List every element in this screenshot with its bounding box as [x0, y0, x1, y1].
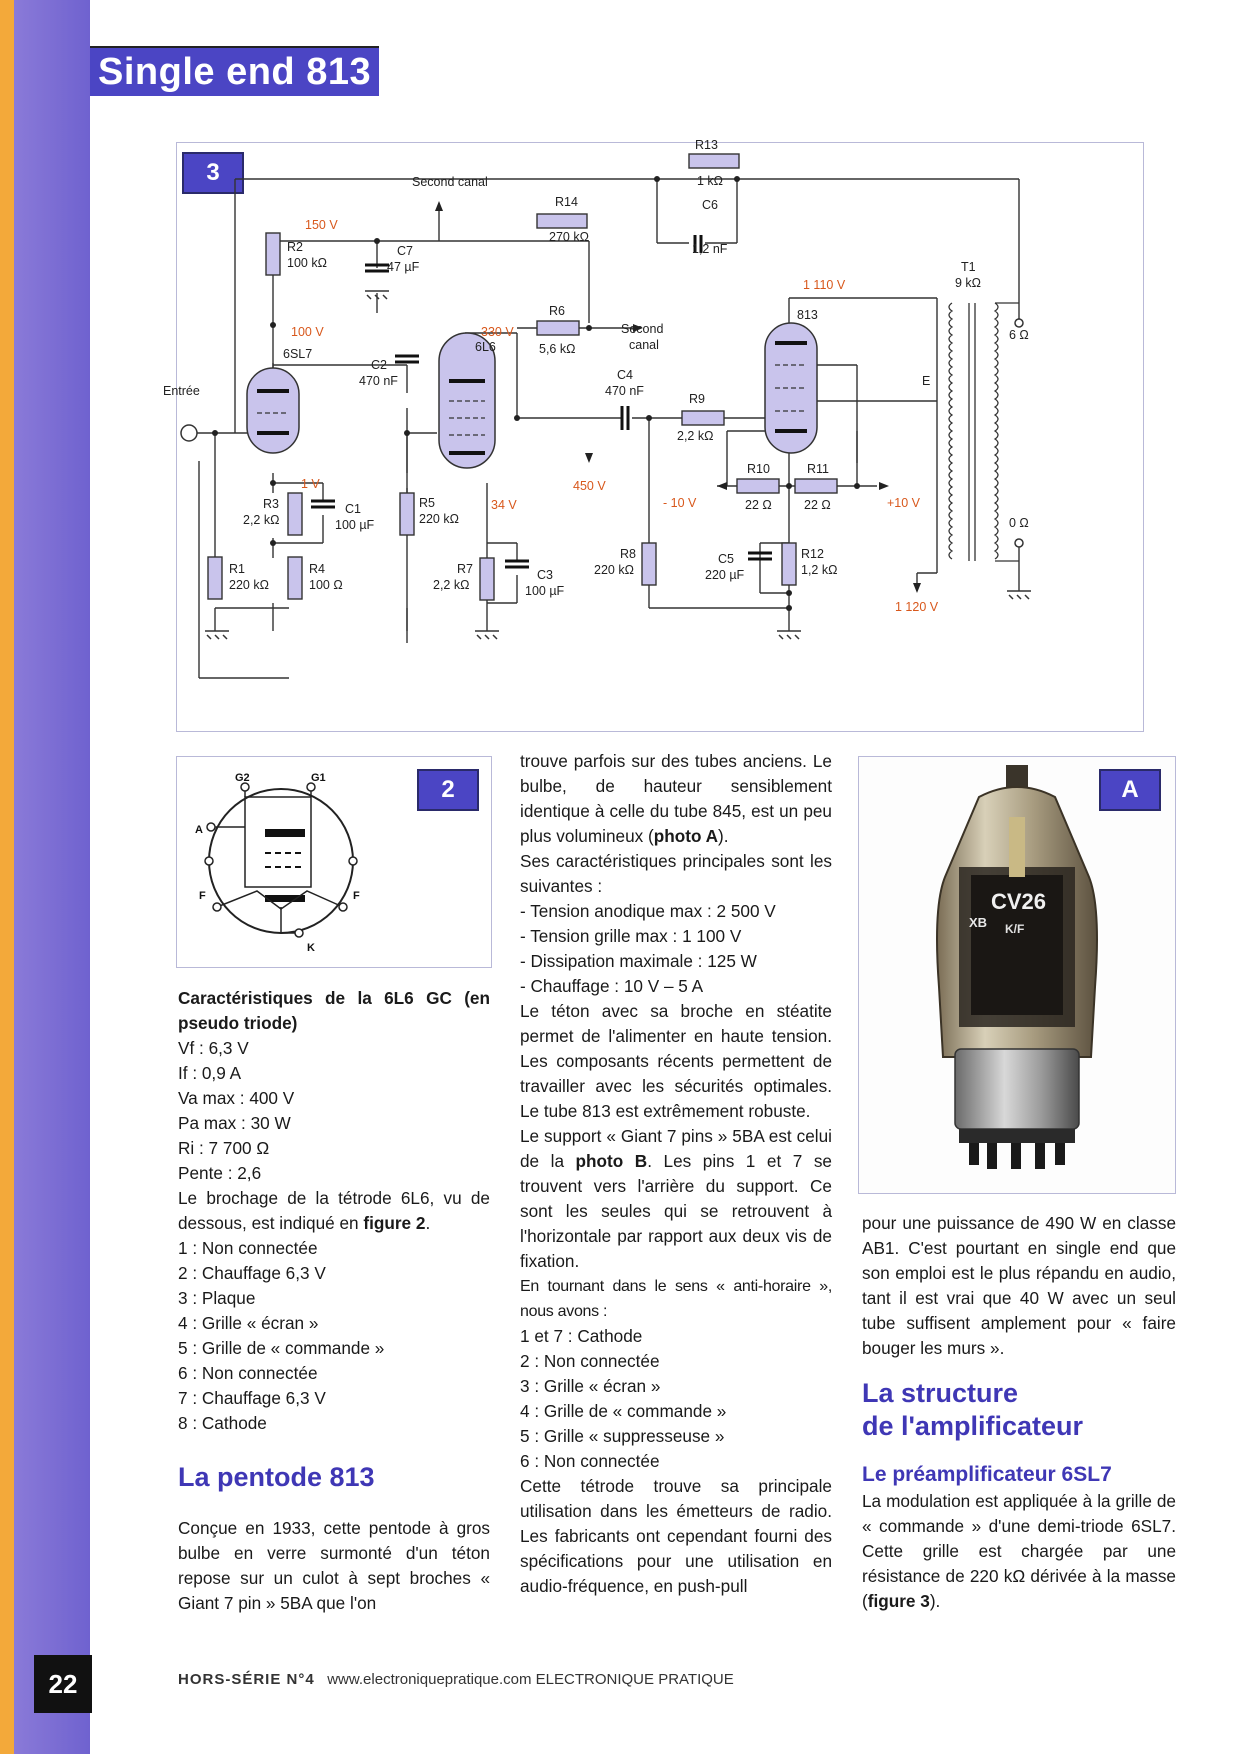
label-c7-value: 47 µF — [387, 260, 420, 274]
pin-line: 5 : Grille « suppresseuse » — [520, 1426, 725, 1446]
figure-2-pinout — [176, 756, 492, 968]
section-title-structure: La structure de l'amplificateur — [862, 1378, 1083, 1441]
figure-2-badge: 2 — [417, 769, 479, 811]
label-330v: 330 V — [481, 325, 514, 339]
col2-paragraph-2: Ses caractéristiques principales sont les suivantes : — [520, 851, 832, 896]
label-r9: R9 — [689, 392, 705, 406]
photo-a-tube-813 — [858, 756, 1176, 1194]
pin-line: 2 : Chauffage 6,3 V — [178, 1263, 326, 1283]
pin-line: 4 : Grille de « commande » — [520, 1401, 727, 1421]
spec-line: If : 0,9 A — [178, 1063, 242, 1083]
label-c6-value: 1,2 nF — [692, 242, 728, 256]
label-34v: 34 V — [491, 498, 517, 512]
spec-line: Ri : 7 700 Ω — [178, 1138, 270, 1158]
label-1v: 1 V — [301, 477, 320, 491]
label-tube-813: 813 — [797, 308, 818, 322]
label-c3-value: 100 µF — [525, 584, 565, 598]
resistor-r5 — [400, 493, 414, 535]
pin-line: 1 : Non connectée — [178, 1238, 318, 1258]
label-second-canal-top: Second canal — [412, 175, 488, 189]
tube-photo-illustration — [859, 757, 1175, 1193]
spec-line: Vf : 6,3 V — [178, 1038, 249, 1058]
figure-3-schematic — [163, 138, 1144, 732]
label-c1-value: 100 µF — [335, 518, 375, 532]
subsection-title-6sl7: Le préamplificateur 6SL7 — [862, 1463, 1112, 1486]
section-title-pentode-813: La pentode 813 — [178, 1462, 375, 1492]
label-r7-value: 2,2 kΩ — [433, 578, 470, 592]
spec-line: Va max : 400 V — [178, 1088, 295, 1108]
label-second-canal-r1: Second — [621, 322, 664, 336]
label-second-canal-r2: canal — [629, 338, 659, 352]
pin-line: 8 : Cathode — [178, 1413, 267, 1433]
label-r2-value: 100 kΩ — [287, 256, 327, 270]
col3-paragraph-2: La modulation est appliquée à la grille de « commande » d'une demi-triode 6SL7. Cette grille est chargée par une résistance de 220 kΩ dérivée à la masse (figure 3). — [862, 1491, 1176, 1611]
label-c2-value: 470 nF — [359, 374, 398, 388]
pin-line: 3 : Grille « écran » — [520, 1376, 661, 1396]
resistor-r7 — [480, 558, 494, 600]
label-r6: R6 — [549, 304, 565, 318]
label-r5: R5 — [419, 496, 435, 510]
label-r1-value: 220 kΩ — [229, 578, 269, 592]
label-r7: R7 — [457, 562, 473, 576]
label-r14-value: 270 kΩ — [549, 230, 589, 244]
spec-line: - Tension grille max : 1 100 V — [520, 926, 742, 946]
page-number: 22 — [34, 1655, 92, 1713]
schematic-diagram — [163, 138, 1143, 731]
label-r3: R3 — [263, 497, 279, 511]
label-r11: R11 — [807, 462, 830, 476]
pinout-diagram — [177, 757, 491, 967]
spec-line: - Tension anodique max : 2 500 V — [520, 901, 776, 921]
label-r3-value: 2,2 kΩ — [243, 513, 280, 527]
resistor-r9 — [682, 411, 724, 425]
footer-magazine: ELECTRONIQUE PRATIQUE — [535, 1671, 734, 1688]
pin-line: 6 : Non connectée — [178, 1363, 318, 1383]
spec-line: - Dissipation maximale : 125 W — [520, 951, 757, 971]
resistor-r10 — [737, 479, 779, 493]
resistor-r2 — [266, 233, 280, 275]
page-footer — [178, 1671, 734, 1688]
label-r4-value: 100 Ω — [309, 578, 343, 592]
photo-a-badge: A — [1099, 769, 1161, 811]
pin-label-g2: G2 — [235, 772, 250, 784]
label-r10-value: 22 Ω — [745, 498, 772, 512]
resistor-r1 — [208, 557, 222, 599]
brochage-paragraph: Le brochage de la tétrode 6L6, vu de dessous, est indiqué en figure 2. — [178, 1188, 490, 1233]
terminal-6ohm-icon — [1015, 319, 1023, 327]
pin-label-f-left: F — [199, 890, 206, 902]
label-entree: Entrée — [163, 384, 200, 398]
spec-line: Pente : 2,6 — [178, 1163, 262, 1183]
label-r14: R14 — [555, 195, 578, 209]
resistor-r14 — [537, 214, 587, 228]
label-0-ohm: 0 Ω — [1009, 516, 1029, 530]
resistor-r6 — [537, 321, 579, 335]
pin-line: 5 : Grille de « commande » — [178, 1338, 385, 1358]
footer-url[interactable]: www.electroniquepratique.com — [327, 1671, 532, 1688]
label-e: E — [922, 374, 931, 388]
col2-paragraph-1: trouve parfois sur des tubes anciens. Le bulbe, de hauteur sensiblement identique à celle du tube 845, est un peu plus volumineux (photo A). — [520, 751, 832, 846]
spec-line: - Chauffage : 10 V – 5 A — [520, 976, 704, 996]
label-r10: R10 — [747, 462, 770, 476]
label-r5-value: 220 kΩ — [419, 512, 459, 526]
resistor-r11 — [795, 479, 837, 493]
page-title: Single end 813 — [90, 46, 379, 96]
label-6-ohm: 6 Ω — [1009, 328, 1029, 342]
label-t1: T1 — [961, 260, 976, 274]
pin-label-a: A — [195, 824, 203, 836]
pentode-paragraph: Conçue en 1933, cette pentode à gros bulbe en verre surmonté d'un téton repose sur un culot à sept broches « Giant 7 pin » 5BA que l'on — [178, 1518, 490, 1613]
pin-line: 3 : Plaque — [178, 1288, 256, 1308]
label-tube-6sl7: 6SL7 — [283, 347, 313, 361]
tube-marking-xb: XB — [969, 915, 988, 930]
label-minus-10v: - 10 V — [663, 496, 697, 510]
pin-line: 7 : Chauffage 6,3 V — [178, 1388, 326, 1408]
left-color-band — [0, 0, 90, 1754]
tube-marking-cv26: CV26 — [991, 889, 1047, 914]
pin-label-f-right: F — [353, 890, 360, 902]
label-r9-value: 2,2 kΩ — [677, 429, 714, 443]
col2-paragraph-3: Le téton avec sa broche en stéatite permet de l'alimenter en haute tension. Les composants récents permettent de travailler avec les sécurités optimales. Le tube 813 est extrêmement robuste. — [520, 1001, 832, 1121]
resistor-r8 — [642, 543, 656, 585]
label-r11-value: 22 Ω — [804, 498, 831, 512]
resistor-r12 — [782, 543, 796, 585]
tube-marking-kf: K/F — [1005, 922, 1025, 936]
label-r12-value: 1,2 kΩ — [801, 563, 838, 577]
pin-line: 6 : Non connectée — [520, 1451, 660, 1471]
label-r2: R2 — [287, 240, 303, 254]
specs-heading: Caractéristiques de la 6L6 GC (en pseudo triode) — [178, 988, 490, 1033]
col3-paragraph-1: pour une puissance de 490 W en classe AB1. C'est pourtant en single end que son emploi est le plus répandu en audio, tant il est vrai que 40 W avec un seul tube suffisent amplement pour « faire bouger les murs ». — [862, 1213, 1176, 1358]
column-3 — [862, 1211, 1176, 1614]
label-1110v: 1 110 V — [803, 278, 846, 292]
column-2 — [520, 749, 832, 1599]
label-c2: C2 — [371, 358, 387, 372]
label-100v: 100 V — [291, 325, 324, 339]
label-c6: C6 — [702, 198, 718, 212]
column-1 — [178, 986, 490, 1616]
pin-line: 1 et 7 : Cathode — [520, 1326, 643, 1346]
pin-line: 2 : Non connectée — [520, 1351, 660, 1371]
terminal-0ohm-icon — [1015, 539, 1023, 547]
label-tube-6l6: 6L6 — [475, 340, 496, 354]
label-c1: C1 — [345, 502, 361, 516]
col2-paragraph-5: En tournant dans le sens « anti-horaire », nous avons : — [520, 1278, 832, 1320]
tube-6sl7 — [247, 368, 299, 453]
label-r4: R4 — [309, 562, 325, 576]
label-plus-10v: +10 V — [887, 496, 921, 510]
spec-line: Pa max : 30 W — [178, 1113, 291, 1133]
label-150v: 150 V — [305, 218, 338, 232]
label-c5: C5 — [718, 552, 734, 566]
col2-paragraph-6: Cette tétrode trouve sa principale utilisation dans les émetteurs de radio. Les fabricants ont cependant fourni des spécifications pour une utilisation en audio-fréquence, en push-pull — [520, 1476, 832, 1596]
label-c3: C3 — [537, 568, 553, 582]
label-r13-value: 1 kΩ — [697, 174, 724, 188]
resistor-r3 — [288, 493, 302, 535]
resistor-r13 — [689, 154, 739, 168]
footer-series: HORS-SÉRIE N°4 — [178, 1671, 315, 1688]
pin-label-k: K — [307, 942, 315, 954]
figure-3-badge: 3 — [182, 152, 244, 194]
label-r12: R12 — [801, 547, 824, 561]
label-r1: R1 — [229, 562, 245, 576]
pin-label-g1: G1 — [311, 772, 326, 784]
label-1120v: 1 120 V — [895, 600, 939, 614]
label-c4-value: 470 nF — [605, 384, 644, 398]
label-c4: C4 — [617, 368, 633, 382]
label-r6-value: 5,6 kΩ — [539, 342, 576, 356]
label-r13: R13 — [695, 138, 718, 152]
input-jack-icon — [181, 425, 197, 441]
resistor-r4 — [288, 557, 302, 599]
label-c7: C7 — [397, 244, 413, 258]
col2-paragraph-4: Le support « Giant 7 pins » 5BA est celui de la photo B. Les pins 1 et 7 se trouvent vers l'arrière du support. Ce sont les seules qui se retrouvent à l'horizontale par rapport aux deux vis de fixation. — [520, 1126, 832, 1271]
pin-line: 4 : Grille « écran » — [178, 1313, 319, 1333]
label-c5-value: 220 µF — [705, 568, 745, 582]
label-r8: R8 — [620, 547, 636, 561]
label-450v: 450 V — [573, 479, 606, 493]
label-t1-value: 9 kΩ — [955, 276, 982, 290]
label-r8-value: 220 kΩ — [594, 563, 634, 577]
